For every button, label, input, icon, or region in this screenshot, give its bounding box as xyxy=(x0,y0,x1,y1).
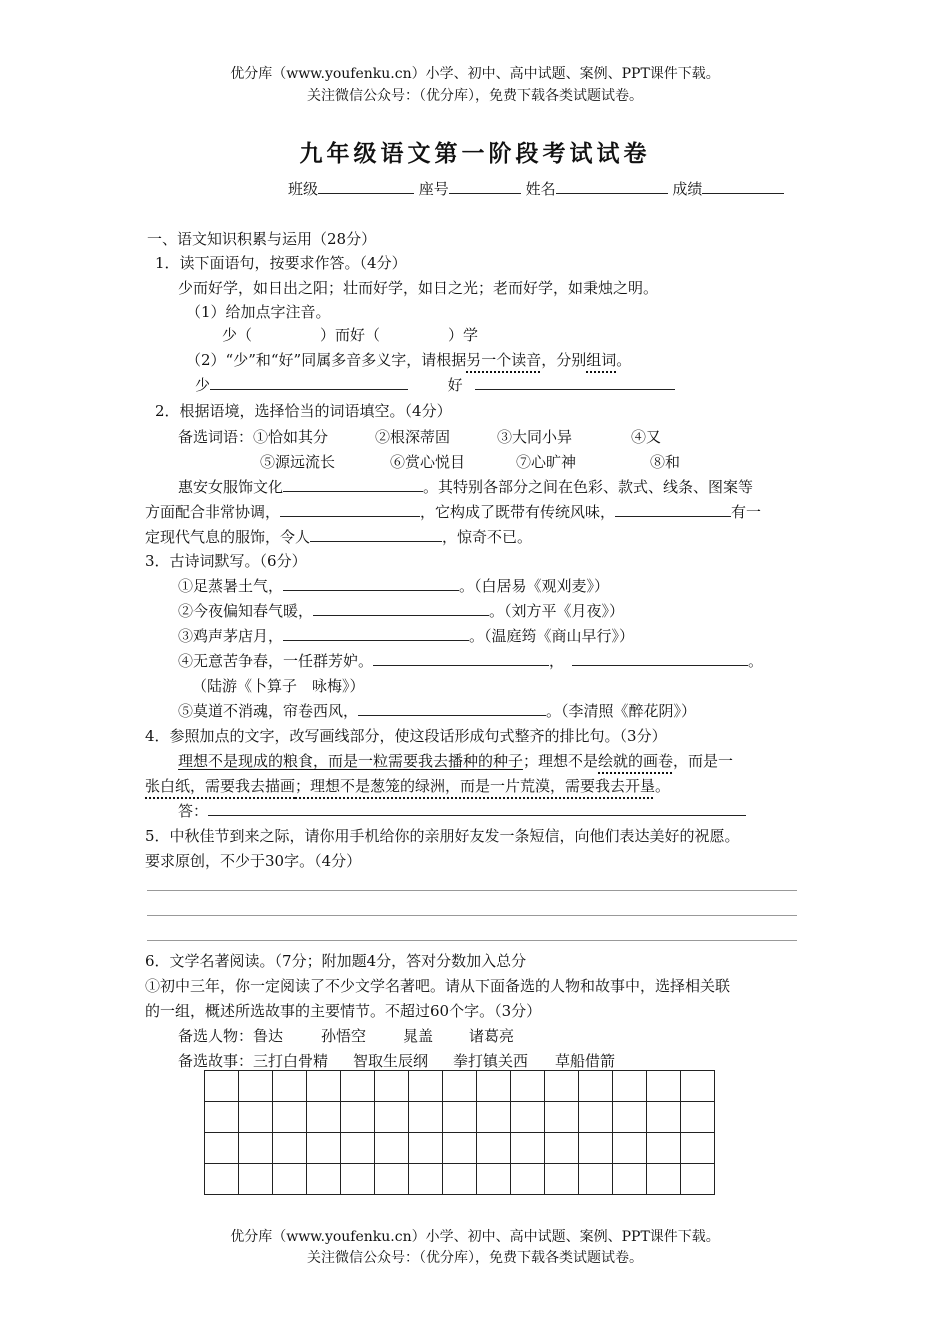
q6-story-4: 草船借箭 xyxy=(555,1052,616,1070)
q2-word-1: ①恰如其分 xyxy=(253,428,329,446)
q2-word-4: ④又 xyxy=(631,428,662,446)
page-title: 九年级语文第一阶段考试试卷 xyxy=(299,140,651,167)
q3-line-4 xyxy=(178,650,763,671)
q2-stem: 2．根据语境，选择恰当的词语填空。（4分） xyxy=(155,402,452,420)
q2-p2c: 有一 xyxy=(731,503,762,521)
q3-l1b: 。（白居易《观刈麦》） xyxy=(459,577,610,595)
q3-l2b: 。（刘方平《月夜》） xyxy=(489,602,625,620)
q1-sub2 xyxy=(186,349,631,370)
q2-para-1 xyxy=(178,476,753,497)
q6-person-1: 鲁达 xyxy=(253,1027,284,1045)
q3-line-5 xyxy=(178,700,696,721)
q3-blank-5[interactable] xyxy=(572,651,748,666)
name-blank[interactable] xyxy=(556,179,668,194)
q2-words-row2 xyxy=(260,451,680,472)
q3-l3b: 。（温庭筠《商山早行》） xyxy=(469,627,635,645)
q2-para-3 xyxy=(145,526,532,547)
q1-answer-row xyxy=(195,374,675,395)
q2-p2a: 方面配合非常协调， xyxy=(145,503,281,521)
class-blank[interactable] xyxy=(318,179,414,194)
q5-answer-line-2[interactable] xyxy=(147,915,797,916)
q4-stem: 4．参照加点的文字，改写画线部分，使这段话形成句式整齐的排比句。（3分） xyxy=(145,727,667,745)
q3-blank-6[interactable] xyxy=(358,701,546,716)
q6-person-4: 诸葛亮 xyxy=(469,1027,515,1045)
q2-para-2 xyxy=(145,501,761,522)
q3-line-1 xyxy=(178,575,609,596)
q1-hao-label: 好 xyxy=(447,376,463,394)
q3-l4b: ， xyxy=(549,652,565,670)
q1-sub1: （1）给加点字注音。 xyxy=(186,303,331,321)
q4-dotted-3: ；理想不是葱笼的绿洲，而是一片荒漠，需要我去开垦 xyxy=(295,777,656,795)
q2-p3a: 定现代气息的服饰，令人 xyxy=(145,528,311,546)
q2-words-row1 xyxy=(178,426,661,447)
q1-close: ）学 xyxy=(448,326,479,344)
q2-blank-4[interactable] xyxy=(310,527,442,542)
q3-line-3 xyxy=(178,625,634,646)
q5-answer-line-3[interactable] xyxy=(147,940,797,941)
q4-t2: ；理想不是 xyxy=(523,752,599,770)
q4-dotted-2: 张白纸，需要我去描画 xyxy=(145,777,296,795)
q5-stem: 5．中秋佳节到来之际，请你用手机给你的亲朋好友发一条短信，向他们表达美好的祝愿。 xyxy=(145,827,740,845)
q6-para-2: 的一组，概述所选故事的主要情节。不超过60个字。（3分） xyxy=(145,1002,542,1020)
q1-shao-open: 少（ xyxy=(222,326,253,344)
q2-word-3: ③大同小异 xyxy=(497,428,573,446)
info-row xyxy=(288,178,784,199)
q1-sub2-dotted: 另一个读音 xyxy=(466,351,542,369)
q2-blank-1[interactable] xyxy=(283,477,423,492)
q6-story-1: 三打白骨精 xyxy=(253,1052,329,1070)
q6-people-row xyxy=(178,1025,514,1046)
q4-answer-label: 答： xyxy=(178,802,209,820)
q3-l3a: ③鸡声茅店月， xyxy=(178,627,284,645)
class-label: 班级 xyxy=(288,180,319,198)
name-label: 姓名 xyxy=(525,180,556,198)
q6-para-1: ①初中三年，你一定阅读了不少文学名著吧。请从下面备选的人物和故事中，选择相关联 xyxy=(145,977,731,995)
seat-label: 座号 xyxy=(418,180,449,198)
q4-t4: ，而是一 xyxy=(673,752,734,770)
q4-underlined: 理想不是现成的粮食，而是一粒需要我去播种的种子 xyxy=(178,752,524,770)
q1-shao-blank[interactable] xyxy=(210,375,408,390)
q6-story-3: 拳打镇关西 xyxy=(453,1052,529,1070)
score-label: 成绩 xyxy=(672,180,703,198)
q2-p1a: 惠安女服饰文化 xyxy=(178,478,284,496)
q2-p1b: 。其特别各部分之间在色彩、款式、线条、图案等 xyxy=(423,478,754,496)
q3-l4a: ④无意苦争春，一任群芳妒。 xyxy=(178,652,374,670)
q3-line-2 xyxy=(178,600,624,621)
q1-sub2-pre: （2）“少”和“好”同属多音多义字，请根据 xyxy=(186,351,467,369)
footer-line-2: 关注微信公众号：（优分库），免费下载各类试题试卷。 xyxy=(307,1250,643,1266)
q3-blank-4[interactable] xyxy=(373,651,549,666)
q6-person-3: 晁盖 xyxy=(403,1027,434,1045)
q2-word-7: ⑦心旷神 xyxy=(516,453,577,471)
q6-person-2: 孙悟空 xyxy=(321,1027,367,1045)
q5-stem-2: 要求原创，不少于30字。（4分） xyxy=(145,852,362,870)
section-heading: 一、语文知识积累与运用（28分） xyxy=(147,230,377,248)
q3-blank-3[interactable] xyxy=(283,626,469,641)
q1-sub2-mid: ，分别 xyxy=(541,351,587,369)
q2-p2b: ，它构成了既带有传统风味， xyxy=(420,503,616,521)
q1-hao-open: ）而好（ xyxy=(320,326,381,344)
q2-blank-3[interactable] xyxy=(615,502,731,517)
q1-quote: 少而好学，如日出之阳；壮而好学，如日之光；老而好学，如秉烛之明。 xyxy=(178,279,659,297)
q3-line-4-source: （陆游《卜算子 咏梅》） xyxy=(192,677,365,695)
q2-word-5: ⑤源远流长 xyxy=(260,453,336,471)
q3-l1a: ①足蒸暑土气， xyxy=(178,577,284,595)
q4-dotted-1: 绘就的画卷 xyxy=(598,752,674,770)
score-blank[interactable] xyxy=(702,179,784,194)
q1-sub2-dotted2: 组词 xyxy=(586,351,617,369)
q2-word-2: ②根深蒂固 xyxy=(375,428,451,446)
q4-text-1 xyxy=(178,750,733,771)
q1-sub2-end: 。 xyxy=(616,351,632,369)
q3-stem: 3．古诗词默写。（6分） xyxy=(145,552,307,570)
q2-label: 备选词语： xyxy=(178,428,254,446)
q5-answer-line-1[interactable] xyxy=(147,890,797,891)
q6-stories-row xyxy=(178,1050,615,1071)
q4-t7: 。 xyxy=(655,777,671,795)
header-line-1: 优分库（www.youfenku.cn）小学、初中、高中试题、案例、PPT课件下载。 xyxy=(230,66,720,82)
q3-l2a: ②今夜偏知春气暖， xyxy=(178,602,314,620)
q3-l4c: 。 xyxy=(748,652,764,670)
q3-l5b: 。（李清照《醉花阴》） xyxy=(546,702,697,720)
q1-shao-label: 少 xyxy=(195,376,211,394)
q6-story-2: 智取生辰纲 xyxy=(353,1052,429,1070)
q6-stories-label: 备选故事： xyxy=(178,1052,254,1070)
q4-text-2 xyxy=(145,775,670,796)
header-line-2: 关注微信公众号：（优分库），免费下载各类试题试卷。 xyxy=(307,88,643,104)
q6-stem: 6．文学名著阅读。（7分；附加题4分，答对分数加入总分 xyxy=(145,952,527,970)
q1-hao-blank[interactable] xyxy=(475,375,675,390)
q1-pinyin-row xyxy=(222,324,478,345)
q2-p3b: ，惊奇不已。 xyxy=(442,528,533,546)
q6-answer-grid[interactable] xyxy=(204,1070,715,1195)
q2-word-6: ⑥赏心悦目 xyxy=(390,453,466,471)
q4-answer xyxy=(178,800,746,821)
q3-blank-1[interactable] xyxy=(283,576,459,591)
footer-line-1: 优分库（www.youfenku.cn）小学、初中、高中试题、案例、PPT课件下载。 xyxy=(230,1229,720,1245)
q4-answer-blank[interactable] xyxy=(208,801,746,816)
q3-l5a: ⑤莫道不消魂，帘卷西风， xyxy=(178,702,359,720)
q6-people-label: 备选人物： xyxy=(178,1027,254,1045)
seat-blank[interactable] xyxy=(449,179,521,194)
q2-word-8: ⑧和 xyxy=(650,453,681,471)
q2-blank-2[interactable] xyxy=(280,502,420,517)
q3-blank-2[interactable] xyxy=(313,601,489,616)
q1-stem: 1．读下面语句，按要求作答。（4分） xyxy=(155,254,407,272)
